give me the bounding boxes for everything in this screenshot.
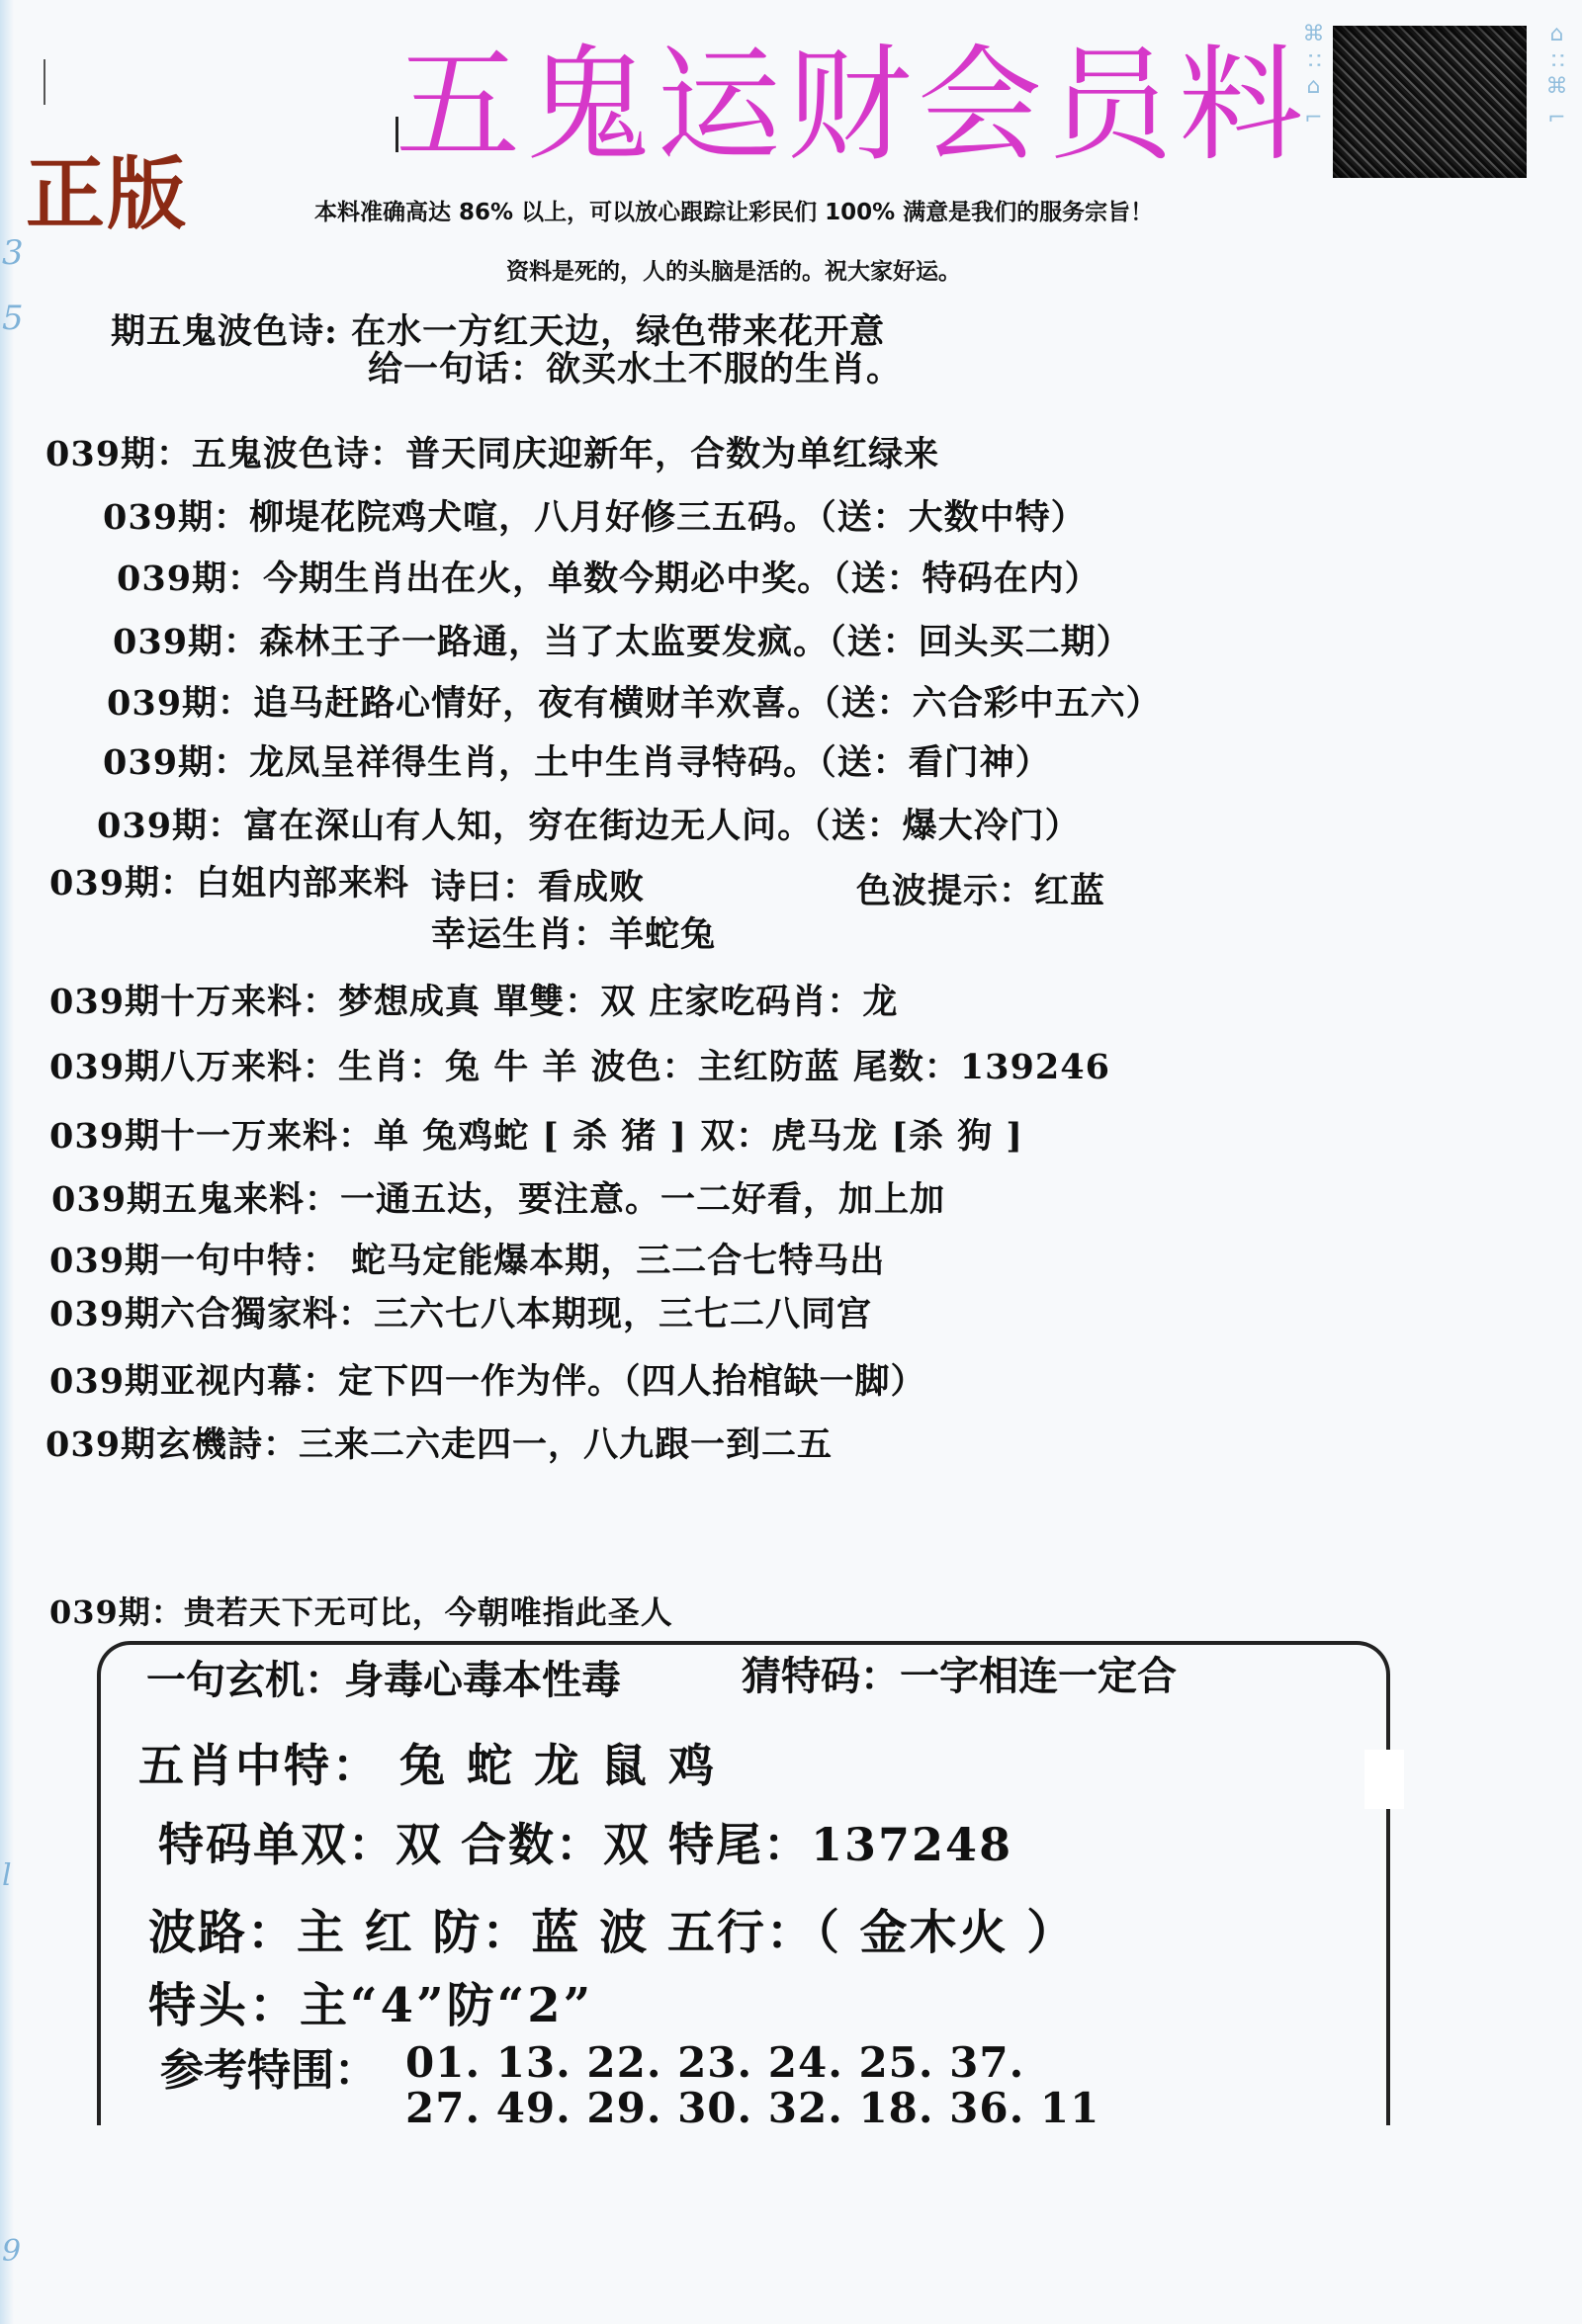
detail-row: 039期十一万来料：单 兔鸡蛇 [ 杀 猪 ] 双：虎马龙 [杀 狗 ] [49,1116,1023,1157]
poem-line-2: 给一句话：欲买水土不服的生肖。 [368,349,903,389]
tagline-good-luck: 资料是死的，人的头脑是活的。祝大家好运。 [506,259,961,285]
entry-row [113,615,1132,664]
entry-row [117,552,1100,601]
detail-row: 039期一句中特： 蛇马定能爆本期，三二合七特马出 [49,1241,886,1281]
entry-label: 039期： [117,559,264,599]
page-title: 五鬼运财会员料 [396,33,1309,178]
reference-label: 参考特围： [160,2045,378,2096]
odd-even-line: 特码单双：双 合数：双 特尾：137248 [158,1818,1013,1871]
stamp-mark: ⌂ ∷ ⌘ ⌐ [1544,22,1569,130]
riddle-line: 一句玄机：身毒心毒本性毒 [146,1657,621,1703]
scan-artifact: 9 [2,2234,22,2269]
poem-label: 期五鬼波色诗: [111,311,338,352]
scan-artifact: l [2,1858,12,1893]
color-hint: 色波提示：红蓝 [856,871,1106,911]
final-intro: 039期：贵若天下无可比，今朝唯指此圣人 [49,1593,673,1631]
detail-row: 039期亚视内幕：定下四一作为伴。（四人抬棺缺一脚） [49,1361,926,1402]
entry-text: 柳堤花院鸡犬喧，八月好修三五码。（送：大数中特） [249,497,1087,538]
entry-text: 龙凤呈祥得生肖，土中生肖寻特码。（送：看门神） [249,742,1051,783]
scan-artifact: 3 [2,233,24,273]
wave-line: 波路：主 红 防：蓝 波 五行：（ 金木火 ） [148,1905,1077,1960]
edition-label: 正版 [26,147,188,240]
qr-code-image [1333,26,1527,178]
scan-artifact: 5 [2,299,24,338]
entry-text: 追马赶路心情好，夜有横财羊欢喜。（送：六合彩中五六） [253,683,1162,724]
entry-label: 039期： [113,622,260,662]
stamp-mark: ⌘ ∷ ⌂ ⌐ [1301,22,1326,130]
entry-label: 039期： [97,806,244,846]
entry-label: 039期： [103,497,250,538]
inside-poem: 诗曰：看成败 [431,867,646,907]
entry-row [45,427,939,476]
scan-edge [0,0,14,2324]
poem-text: 在水一方红天边，绿色带来花开意 [351,311,886,352]
detail-row: 039期十万来料：梦想成真 單雙：双 庄家吃码肖：龙 [49,982,899,1022]
head-line: 特头：主“4”防“2” [148,1978,594,2033]
entry-row [103,490,1087,540]
entry-label: 039期：五鬼波色诗： [45,434,406,474]
entry-row [103,735,1051,785]
detail-row: 039期玄機詩：三来二六走四一，八九跟一到二五 [45,1424,834,1465]
scan-mark [44,59,45,105]
entry-label: 039期： [103,742,250,783]
guess-line: 猜特码：一字相连一定合 [742,1653,1177,1699]
entry-text: 普天同庆迎新年，合数为单红绿来 [405,434,940,474]
detail-row: 039期八万来料：生肖：兔 牛 羊 波色：主红防蓝 尾数：139246 [49,1047,1110,1087]
entry-row [97,799,1081,848]
detail-row: 039期五鬼来料：一通五达，要注意。一二好看，加上加 [51,1179,946,1220]
entry-text: 森林王子一路通，当了太监要发疯。（送：回头买二期） [259,622,1132,662]
lucky-zodiac: 幸运生肖：羊蛇兔 [431,914,717,955]
five-zodiac-line: 五肖中特： 兔 蛇 龙 鼠 鸡 [138,1739,718,1792]
reference-numbers-1: 01. 13. 22. 23. 24. 25. 37. [405,2038,1025,2087]
scan-artifact [1364,1750,1404,1809]
entry-row [107,676,1162,726]
entry-label: 039期： [107,683,254,724]
entry-text: 富在深山有人知，穷在街边无人问。（送：爆大冷门） [243,806,1081,846]
inside-label: 039期：白姐内部来料 [49,863,410,904]
entry-text: 今期生肖出在火，单数今期必中奖。（送：特码在内） [263,559,1100,599]
detail-row: 039期六合獨家料：三六七八本期现，三七二八同宫 [49,1294,873,1334]
reference-numbers-2: 27. 49. 29. 30. 32. 18. 36. 11 [405,2084,1100,2132]
tagline-accuracy: 本料准确高达 86% 以上，可以放心跟踪让彩民们 100% 满意是我们的服务宗旨！ [314,200,1154,225]
